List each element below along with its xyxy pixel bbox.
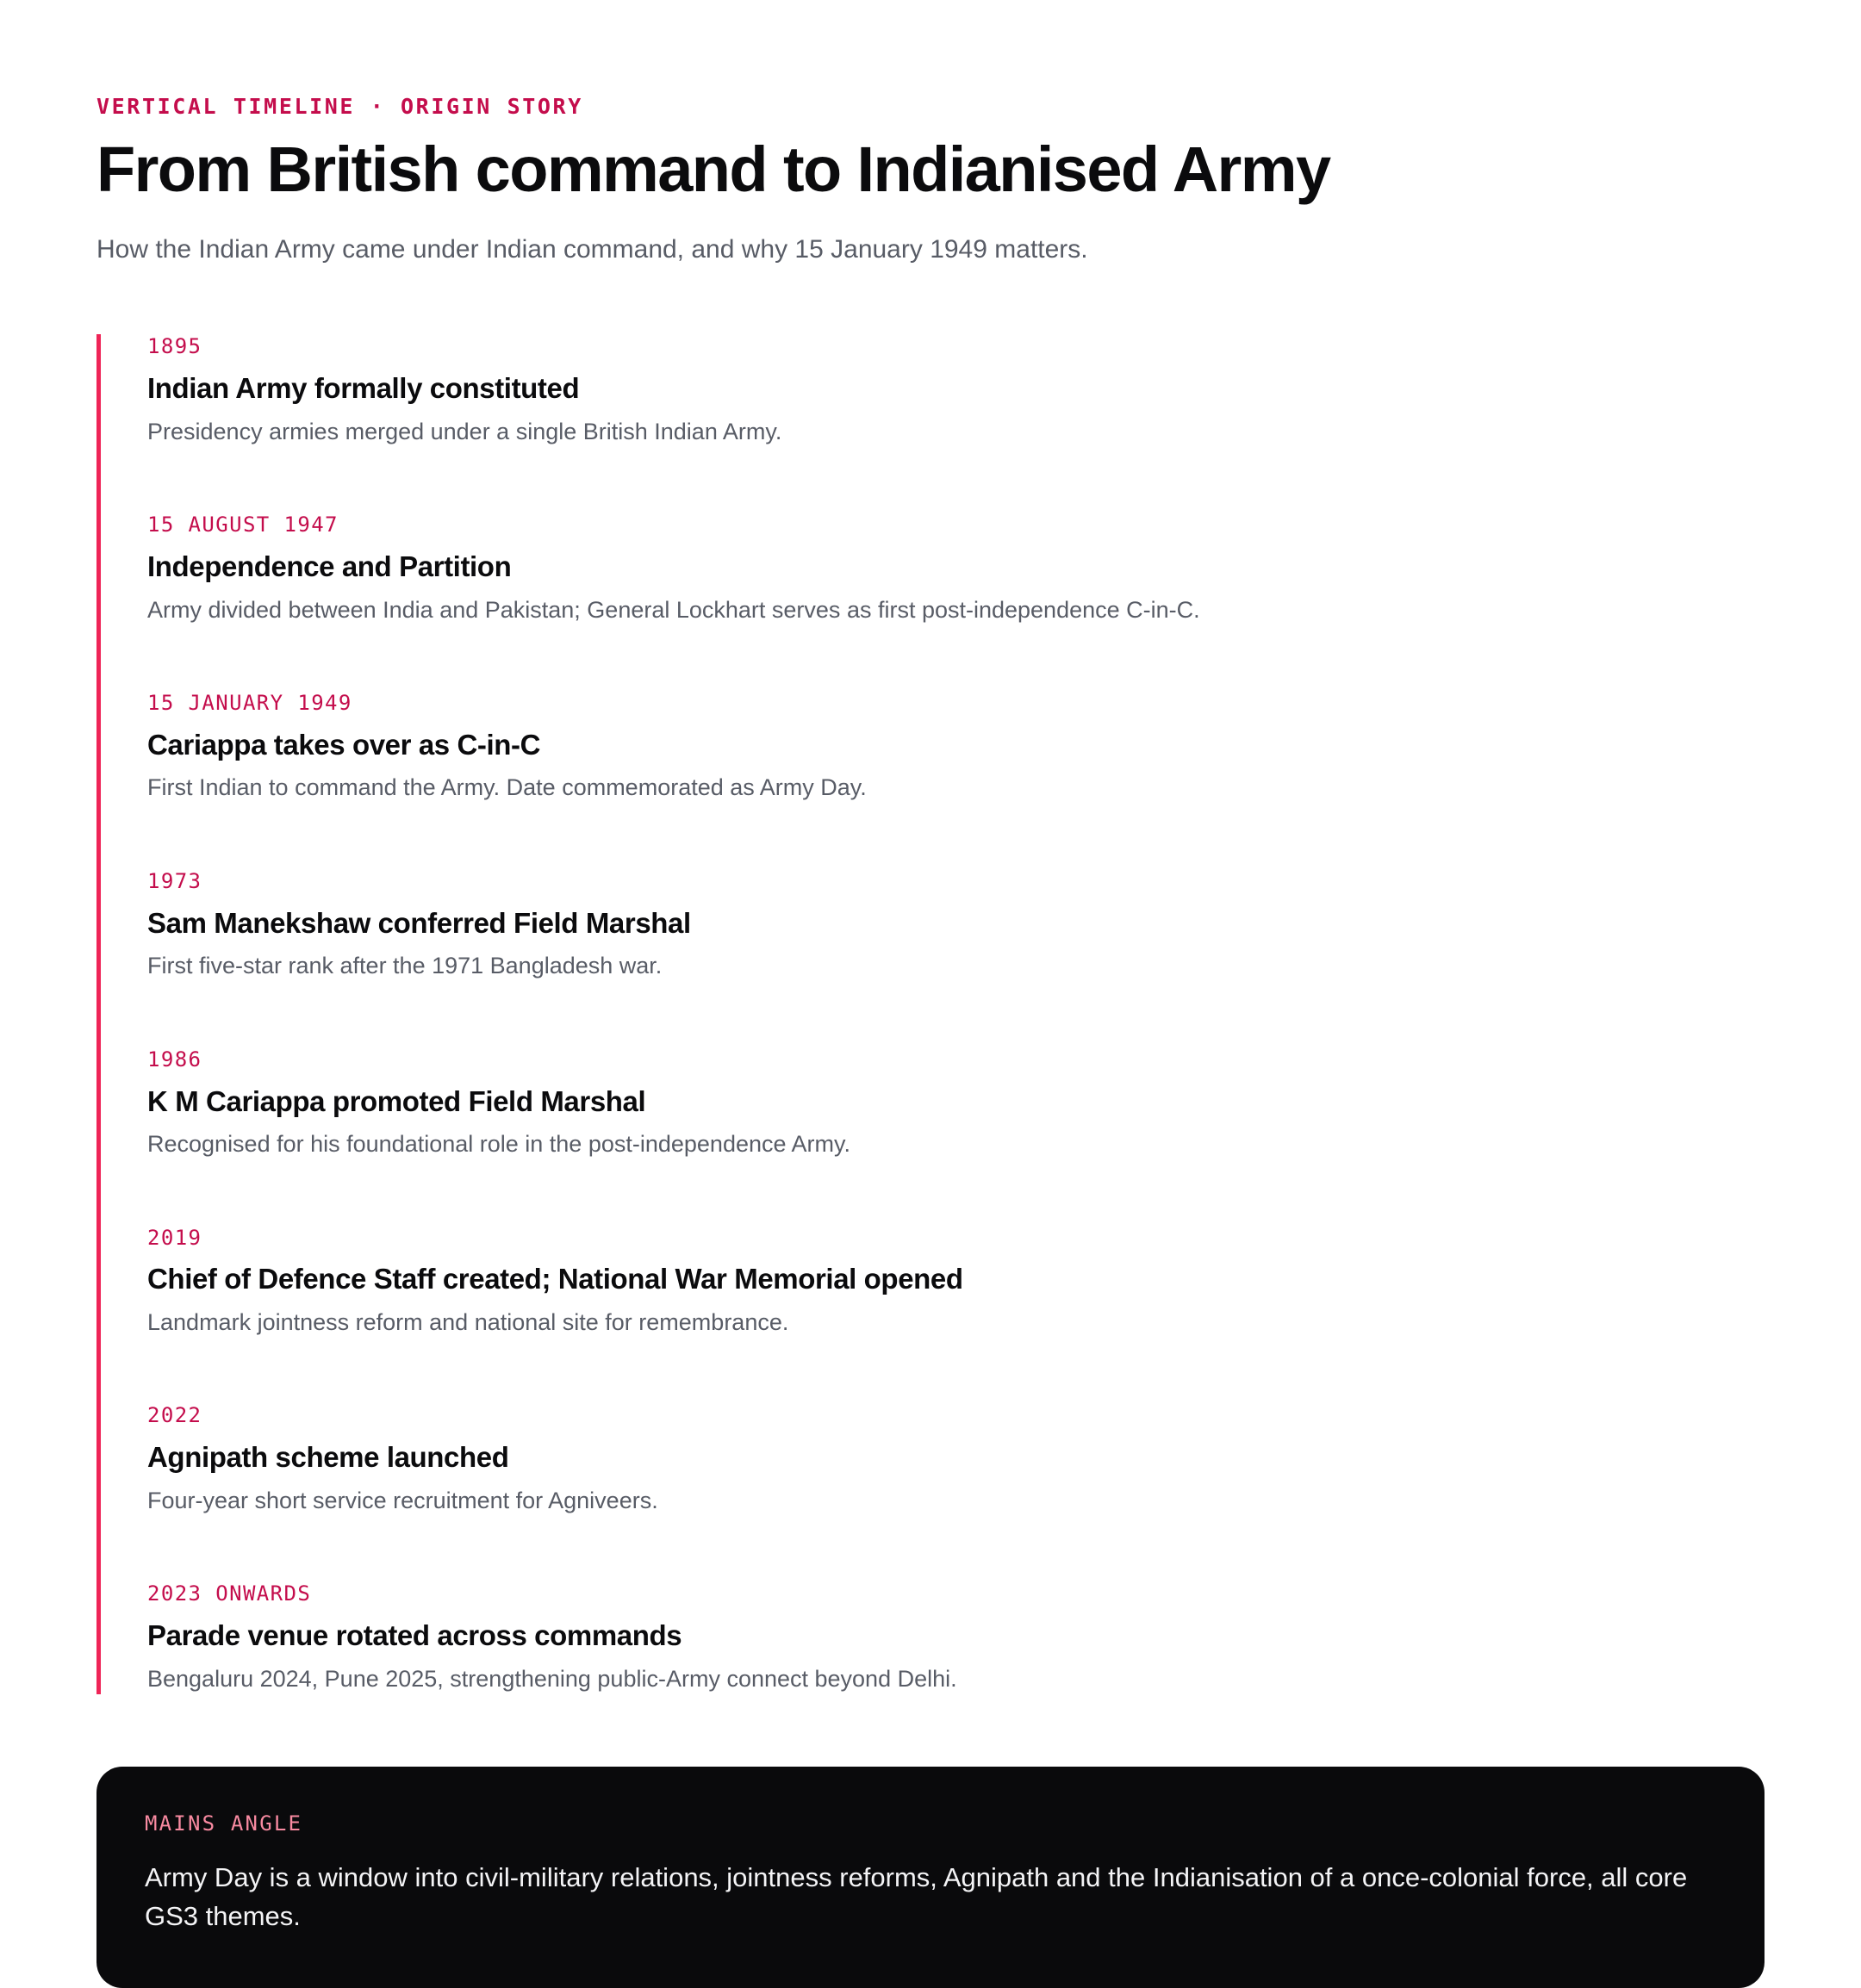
timeline-item-title: Independence and Partition xyxy=(147,550,512,583)
mains-angle-label: MAINS ANGLE xyxy=(145,1811,303,1836)
timeline-item-description: Army divided between India and Pakistan; General Lockhart serves as first post-independence C-in-C. xyxy=(147,596,1200,623)
page-header xyxy=(96,95,1765,267)
timeline-item-title: K M Cariappa promoted Field Marshal xyxy=(147,1084,646,1117)
timeline-item-title: Cariappa takes over as C-in-C xyxy=(147,728,541,761)
timeline-item-date: 1973 xyxy=(147,868,202,893)
timeline-item xyxy=(147,1581,1765,1694)
timeline-item-description: First Indian to command the Army. Date commemorated as Army Day. xyxy=(147,774,867,801)
timeline-item-title: Parade venue rotated across commands xyxy=(147,1619,682,1652)
timeline-item-title: Agnipath scheme launched xyxy=(147,1441,509,1474)
eyebrow-label: VERTICAL TIMELINE · ORIGIN STORY xyxy=(96,94,583,119)
timeline-item-date: 15 AUGUST 1947 xyxy=(147,513,339,537)
timeline-item-description: Four-year short service recruitment for Agniveers. xyxy=(147,1487,658,1513)
timeline-item xyxy=(147,1403,1765,1516)
timeline-list xyxy=(96,334,1765,1694)
page-title: From British command to Indianised Army xyxy=(96,133,1330,205)
timeline-item xyxy=(147,513,1765,625)
timeline-item-title: Chief of Defence Staff created; National War Memorial opened xyxy=(147,1263,963,1295)
timeline-item-date: 2019 xyxy=(147,1225,202,1250)
timeline-item xyxy=(147,334,1765,447)
page-subtitle: How the Indian Army came under Indian command, and why 15 January 1949 matters. xyxy=(96,234,1088,264)
timeline-item xyxy=(147,1226,1765,1339)
timeline-item xyxy=(147,691,1765,804)
timeline-item-date: 15 JANUARY 1949 xyxy=(147,691,352,716)
timeline-item xyxy=(147,869,1765,982)
timeline-item-description: Landmark jointness reform and national site for remembrance. xyxy=(147,1308,789,1335)
mains-angle-card xyxy=(96,1767,1765,1988)
timeline-item-description: First five-star rank after the 1971 Bangladesh war. xyxy=(147,953,663,979)
timeline-item-title: Sam Manekshaw conferred Field Marshal xyxy=(147,906,691,939)
timeline-item-date: 2022 xyxy=(147,1403,202,1428)
timeline-item-description: Recognised for his foundational role in the post-independence Army. xyxy=(147,1131,851,1158)
timeline-item-description: Bengaluru 2024, Pune 2025, strengthening public-Army connect beyond Delhi. xyxy=(147,1665,957,1692)
timeline-item xyxy=(147,1047,1765,1160)
timeline-item-date: 1986 xyxy=(147,1047,202,1072)
timeline-item-date: 2023 ONWARDS xyxy=(147,1581,312,1606)
timeline-item-title: Indian Army formally constituted xyxy=(147,372,580,405)
timeline-item-description: Presidency armies merged under a single British Indian Army. xyxy=(147,418,782,444)
timeline-item-date: 1895 xyxy=(147,334,202,359)
mains-angle-text: Army Day is a window into civil-military relations, jointness reforms, Agnipath and the Indianisation of a once-colonial force, all core GS3 themes. xyxy=(145,1861,1688,1931)
